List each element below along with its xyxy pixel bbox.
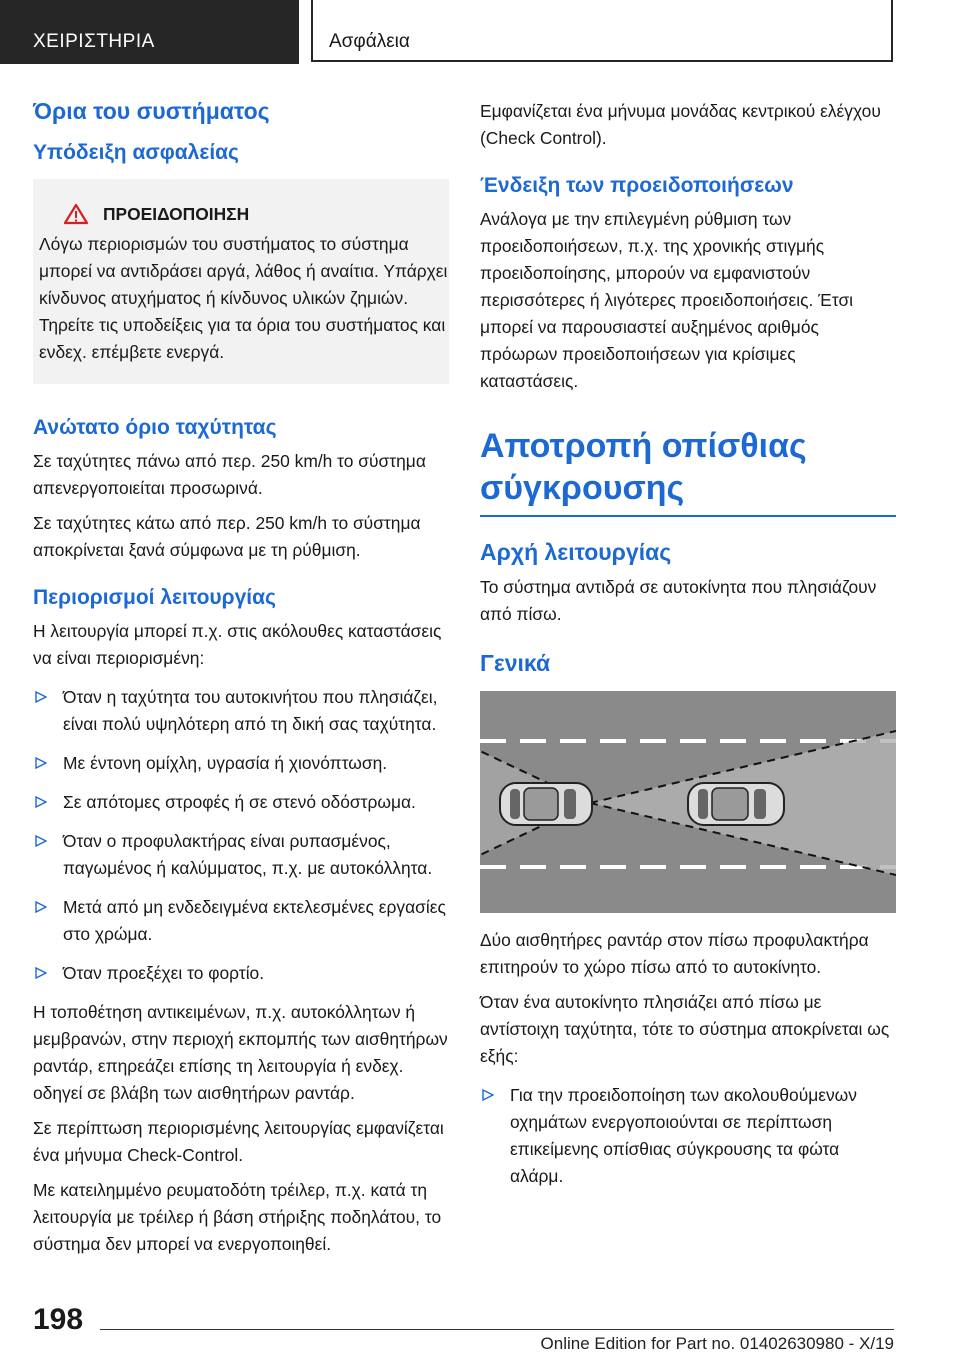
warning-title: ΠΡΟΕΙΔΟΠΟΙΗΣΗ [103,203,250,224]
triangle-bullet-icon [35,796,47,808]
topic-title: Ασφάλεια [329,31,410,52]
speed-paragraph-2: Σε ταχύτητες κάτω από περ. 250 km/h το σύστημα αποκρίνεται ξανά σύμφωνα με τη ρύθμιση. [33,513,421,560]
chapter-tab [0,0,299,64]
warning-triangle-icon [63,203,89,225]
warning-text: Λόγω περιορισμών του συστήματος το σύστημα μπορεί να αντιδράσει αργά, λάθος ή αναίτια. Υπάρχει κίνδυνος ατυχήματος ή κίνδυνος υλικών ζημιών. Τηρείτε τις υποδείξεις για τα όρια του συστήματος και ενδεχ. επέμβετε ενεργά. [39,234,448,362]
heading-warning-display: Ένδειξη των προειδοποιήσεων [480,174,794,197]
heading-function-limits: Περιορισμοί λειτουργίας [33,586,276,609]
triangle-bullet-icon [35,835,47,847]
topic-box [311,0,893,62]
principle-paragraph: Το σύστημα αντιδρά σε αυτοκίνητα που πλησιάζουν από πίσω. [480,577,877,624]
triangle-bullet-icon [35,967,47,979]
front-car [688,783,784,825]
heading-rear-collision-prevention: Αποτροπή οπίσθιας σύγκρουσης [480,425,896,517]
list-item: Για την προειδοποίηση των ακολουθούμενων οχημάτων ενεργοποιούνται σε περίπτωση επικείμενης οπίσθιας σύγκρουσης τα φώτα αλάρμ. [480,1082,896,1190]
general-paragraph-2: Όταν ένα αυτοκίνητο πλησιάζει από πίσω με αντίστοιχη ταχύτητα, τότε το σύστημα αποκρίνεται ως εξής: [480,992,890,1066]
intro-paragraph: Εμφανίζεται ένα μήνυμα μονάδας κεντρικού ελέγχου (Check Control). [480,101,881,148]
rear-car [500,783,592,825]
list-item: Με έντονη ομίχλη, υγρασία ή χιονόπτωση. [33,750,449,777]
triangle-bullet-icon [35,901,47,913]
general-list [480,1082,896,1190]
heading-general: Γενικά [480,650,551,676]
list-item: Όταν ο προφυλακτήρας είναι ρυπασμένος, παγωμένος ή καλύμματος, π.χ. με αυτοκόλλητα. [33,828,449,882]
page-header [0,0,960,64]
list-item: Μετά από μη ενδεδειγμένα εκτελεσμένες εργασίες στο χρώμα. [33,894,449,948]
left-column [33,98,449,1266]
heading-safety-note: Υπόδειξη ασφαλείας [33,141,239,164]
right-column [480,98,896,1202]
warning-box [33,179,449,384]
footer-divider [100,1329,894,1330]
triangle-bullet-icon [35,757,47,769]
list-item: Σε απότομες στροφές ή σε στενό οδόστρωμα. [33,789,449,816]
objects-paragraph: Η τοποθέτηση αντικειμένων, π.χ. αυτοκόλλητων ή μεμβρανών, στην περιοχή εκπομπής των αισθητήρων ραντάρ, επηρεάζει επίσης τη λειτουργία ή ενδεχ. οδηγεί σε βλάβη των αισθητήρων ραντάρ. [33,1002,448,1103]
general-paragraph-1: Δύο αισθητήρες ραντάρ στον πίσω προφυλακτήρα επιτηρούν το χώρο πίσω από το αυτοκίνητο. [480,930,869,977]
rear-radar-diagram [480,691,896,913]
chapter-title: ΧΕΙΡΙΣΤΗΡΙΑ [33,31,155,52]
triangle-bullet-icon [35,691,47,703]
warning-header [33,203,449,225]
radar-illustration [480,691,896,913]
trailer-paragraph: Με κατειλημμένο ρευματοδότη τρέιλερ, π.χ. κατά τη λειτουργία με τρέιλερ ή βάση στήριξης ποδηλάτου, το σύστημα δεν μπορεί να ενεργοποιηθεί. [33,1180,442,1254]
function-limits-intro: Η λειτουργία μπορεί π.χ. στις ακόλουθες καταστάσεις να είναι περιορισμένη: [33,621,442,668]
speed-paragraph-1: Σε ταχύτητες πάνω από περ. 250 km/h το σύστημα απενεργοποιείται προσωρινά. [33,451,426,498]
heading-system-limits: Όρια του συστήματος [33,98,270,124]
page-number: 198 [33,1303,84,1336]
check-control-paragraph: Σε περίπτωση περιορισμένης λειτουργίας εμφανίζεται ένα μήνυμα Check-Control. [33,1118,444,1165]
warning-display-paragraph: Ανάλογα με την επιλεγμένη ρύθμιση των προειδοποιήσεων, π.χ. της χρονικής στιγμής προειδοποίησης, μπορούν να εμφανιστούν περισσότερες ή λιγότερες προειδοποιήσεις. Έτσι μπορεί να παρουσιαστεί αυξημένος αριθμός πρόωρων προειδοποιήσεων για κρίσιμες καταστάσεις. [480,209,854,391]
triangle-bullet-icon [482,1089,494,1101]
function-limits-list [33,684,449,987]
list-item: Όταν προεξέχει το φορτίο. [33,960,449,987]
list-item: Όταν η ταχύτητα του αυτοκινήτου που πλησιάζει, είναι πολύ υψηλότερη από τη δική σας ταχύτητα. [33,684,449,738]
heading-max-speed: Ανώτατο όριο ταχύτητας [33,416,277,439]
edition-note: Online Edition for Part no. 01402630980 - X/19 [540,1334,894,1353]
heading-principle: Αρχή λειτουργίας [480,539,672,565]
